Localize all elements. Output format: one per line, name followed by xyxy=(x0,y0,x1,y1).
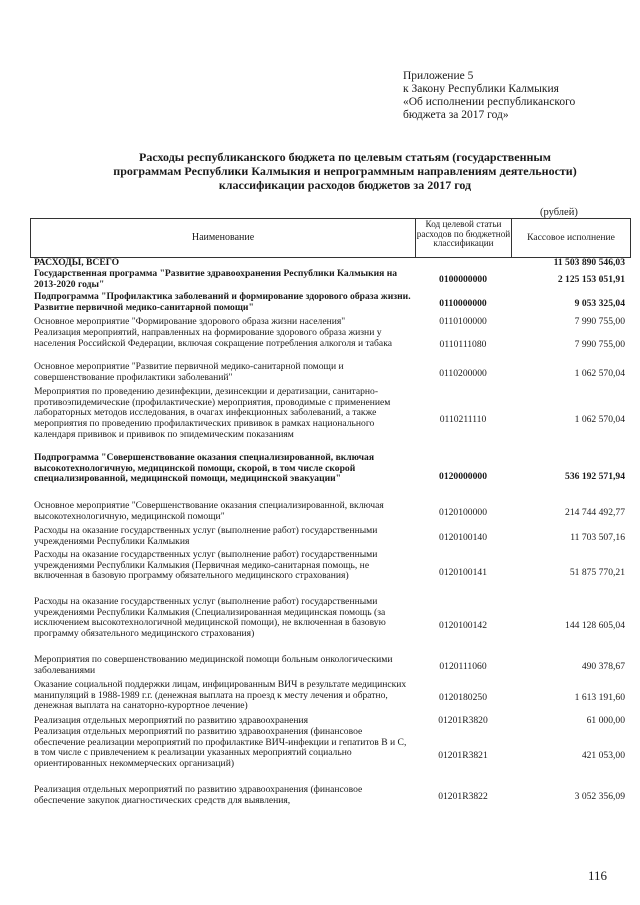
row-amount: 11 503 890 546,03 xyxy=(553,257,625,269)
header-name: Наименование xyxy=(31,219,416,257)
row-name: Подпрограмма "Профилактика заболеваний и формирование здорового образа жизни. Развитие первичной медико-санитарной помощи" xyxy=(34,291,411,313)
row-amount: 9 053 325,04 xyxy=(574,298,625,310)
table-row xyxy=(30,655,631,680)
appendix-note xyxy=(403,70,633,122)
table-row xyxy=(30,550,631,597)
row-amount: 7 990 755,00 xyxy=(574,316,625,328)
table-row xyxy=(30,269,631,292)
table-row xyxy=(30,680,631,716)
row-name: Мероприятия по совершенствованию медицинской помощи больным онкологическими заболеваниями xyxy=(34,654,393,676)
table-header xyxy=(30,218,631,258)
row-code: 0120000000 xyxy=(439,470,487,482)
appendix-line: Приложение 5 xyxy=(403,70,474,82)
row-code: 0100000000 xyxy=(439,274,487,286)
units-label: (рублей) xyxy=(540,207,578,218)
table-row xyxy=(30,453,631,501)
header-code: Код целевой статьи расходов по бюджетной классификации xyxy=(416,219,512,257)
row-code: 0110211110 xyxy=(439,413,487,425)
row-code: 0120111060 xyxy=(439,661,487,673)
document-title xyxy=(60,150,630,192)
table-row xyxy=(30,501,631,526)
row-name: Подпрограмма "Совершенствование оказания специализированной, включая высокотехнологичную, медицинской помощи, скорой, в том числе скорой специализированной, медицинской помощи, медицинской эвакуации" xyxy=(34,452,375,485)
appendix-line: «Об исполнении республиканского xyxy=(403,96,576,108)
row-code: 01201R3822 xyxy=(438,790,488,802)
row-name: Расходы на оказание государственных услуг (выполнение работ) государственными учреждениями Республики Калмыкия xyxy=(34,525,378,547)
row-code: 0120180250 xyxy=(439,691,487,703)
row-amount: 490 378,67 xyxy=(581,661,625,673)
table-row xyxy=(30,328,631,362)
row-name: Основное мероприятие "Развитие первичной медико-санитарной помощи и совершенствование профилактики заболеваний" xyxy=(34,361,344,383)
row-code: 0110000000 xyxy=(439,298,487,310)
row-code: 01201R3821 xyxy=(438,749,488,761)
row-amount: 2 125 153 051,91 xyxy=(557,274,625,286)
row-amount: 51 875 770,21 xyxy=(569,567,625,579)
row-name: РАСХОДЫ, ВСЕГО xyxy=(34,257,120,268)
row-name: Реализация мероприятий, направленных на формирование здорового образа жизни у населения Российской Федерации, включая сокращение потребления алкоголя и табака xyxy=(34,327,392,349)
expenditure-table xyxy=(30,218,631,809)
row-code: 0120100142 xyxy=(439,619,487,631)
row-name: Реализация отдельных мероприятий по развитию здравоохранения xyxy=(34,715,309,726)
table-row xyxy=(30,387,631,453)
row-name: Реализация отдельных мероприятий по развитию здравоохранения (финансовое обеспечение закупок диагностических средств для выявления, xyxy=(34,784,363,806)
row-code: 0120100000 xyxy=(439,507,487,519)
title-line: классификации расходов бюджетов за 2017 год xyxy=(218,178,472,192)
row-code: 0110111080 xyxy=(439,338,487,350)
row-name: Основное мероприятие "Совершенствование оказания специализированной, включая высокотехнологичную, медицинской помощи" xyxy=(34,500,384,522)
row-name: Расходы на оказание государственных услуг (выполнение работ) государственными учреждениями Республики Калмыкия (Специализированная медицинская помощь (за исключением высокотехнологичной медицинской помощи), не включенная в базовую программу обязательного медицинского страхования) xyxy=(34,596,386,640)
table-row xyxy=(30,292,631,317)
row-name: Оказание социальной поддержки лицам, инфицированным ВИЧ в результате медицинских манипуляций в 1988-1989 г.г. (денежная выплата на проезд к месту лечения и обратно, денежная выплата на санаторно-курортное лечение) xyxy=(34,679,407,712)
row-name: Мероприятия по проведению дезинфекции, дезинсекции и дератизации, санитарно-противоэпидемические (профилактические) мероприятия, проводимые с применением лабораторных методов исследования, в очагах инфекционных заболеваний, а также мероприятия по проведению профилактических прививок в рамках национального календаря прививок и прививок по эпидемическим показаниям xyxy=(34,386,391,440)
table-row xyxy=(30,597,631,655)
row-amount: 1 062 570,04 xyxy=(574,413,625,425)
row-name: Реализация отдельных мероприятий по развитию здравоохранения (финансовое обеспечение реализации мероприятий по профилактике ВИЧ-инфекции и гепатитов В и С, в том числе с привлечением к реализации указанных мероприятий социально ориентированных некоммерческих организаций) xyxy=(34,726,407,770)
row-amount: 3 052 356,09 xyxy=(574,790,625,802)
row-amount: 1 613 191,60 xyxy=(574,691,625,703)
table-row xyxy=(30,785,631,809)
row-amount: 7 990 755,00 xyxy=(574,338,625,350)
header-amount: Кассовое исполнение xyxy=(527,231,615,243)
table-row xyxy=(30,727,631,785)
title-line: Расходы республиканского бюджета по целевым статьям (государственным xyxy=(139,150,551,164)
appendix-line: к Закону Республики Калмыкия xyxy=(403,83,559,95)
row-name: Основное мероприятие "Формирование здорового образа жизни населения" xyxy=(34,316,346,327)
row-code: 01201R3820 xyxy=(438,715,488,727)
row-amount: 421 053,00 xyxy=(581,749,625,761)
table-body xyxy=(30,258,631,809)
row-code: 0120100140 xyxy=(439,531,487,543)
row-amount: 144 128 605,04 xyxy=(565,619,625,631)
row-amount: 214 744 492,77 xyxy=(565,507,625,519)
row-code: 0110100000 xyxy=(439,316,487,328)
title-line: программам Республики Калмыкия и непрограммным направлениям деятельности) xyxy=(113,164,577,178)
row-amount: 536 192 571,94 xyxy=(565,470,625,482)
row-amount: 61 000,00 xyxy=(586,715,625,727)
page-number: 116 xyxy=(588,868,608,883)
row-code: 0110200000 xyxy=(439,368,487,380)
row-name: Государственная программа "Развитие здравоохранения Республики Калмыкия на 2013-2020 годы" xyxy=(34,268,398,290)
row-name: Расходы на оказание государственных услуг (выполнение работ) государственными учреждениями Республики Калмыкия (Первичная медико-санитарная помощь, не включенная в базовую программу обязательного медицинского страхования) xyxy=(34,549,378,582)
row-amount: 11 703 507,16 xyxy=(570,531,625,543)
appendix-line: бюджета за 2017 год» xyxy=(403,109,509,121)
row-amount: 1 062 570,04 xyxy=(574,368,625,380)
row-code: 0120100141 xyxy=(439,567,487,579)
table-row xyxy=(30,362,631,387)
table-row xyxy=(30,526,631,550)
